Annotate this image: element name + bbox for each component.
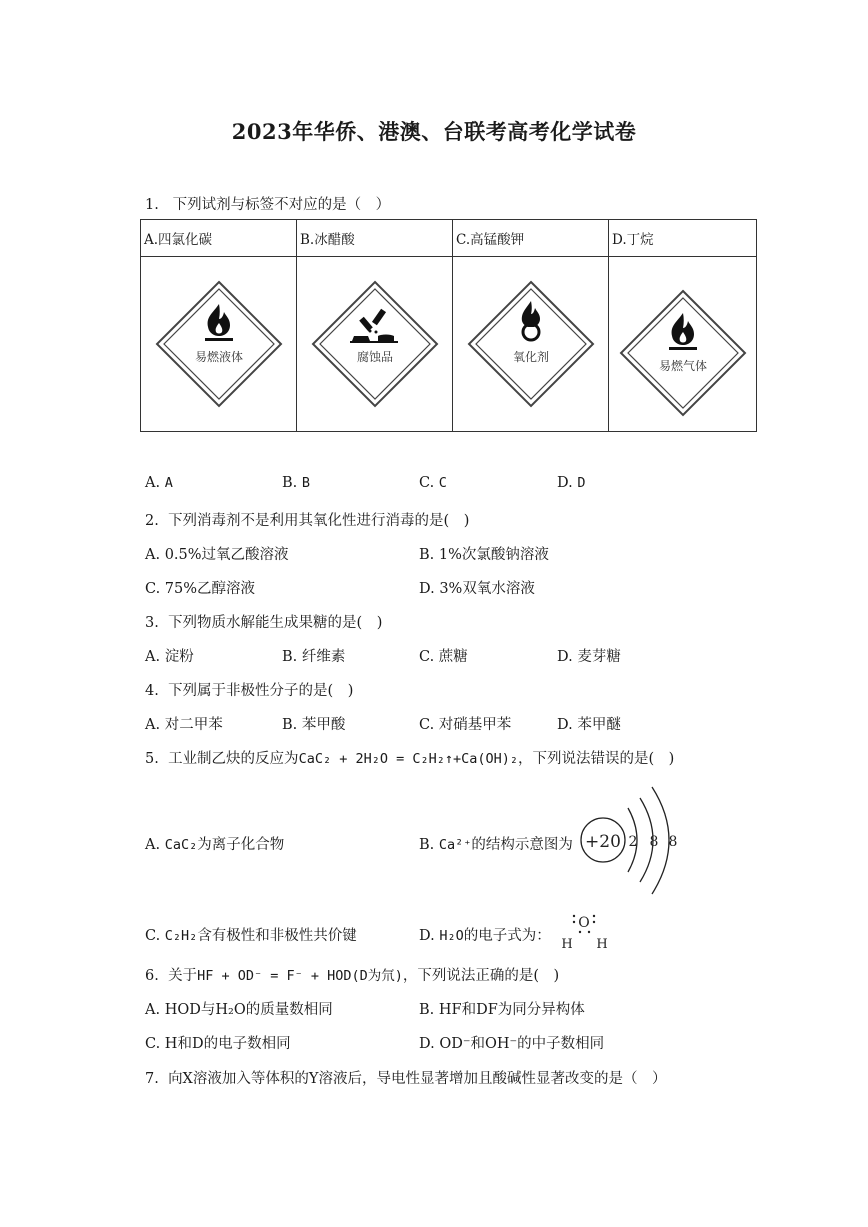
- table-cell-header: C.高锰酸钾: [453, 220, 609, 257]
- shell-electrons: 8: [668, 834, 678, 850]
- nucleus-charge: +20: [585, 832, 621, 852]
- sign-label: 易燃液体: [194, 350, 243, 364]
- option-d[interactable]: D. D: [557, 475, 586, 491]
- option-b[interactable]: B. 1%次氯酸钠溶液: [419, 547, 549, 563]
- option-c[interactable]: C. C: [419, 475, 447, 491]
- question-6-stem: 6. 关于HF + OD⁻ = F⁻ + HOD(D为氘)，下列说法正确的是( ): [145, 968, 560, 984]
- hazard-sign-flammable-gas: [609, 257, 757, 432]
- option-c[interactable]: C. 蔗糖: [419, 649, 468, 665]
- option-c[interactable]: C. C₂H₂含有极性和非极性共价键: [145, 928, 357, 944]
- question-7-stem: 7. 向X溶液加入等体积的Y溶液后，导电性显著增加且酸碱性显著改变的是（ ）: [145, 1071, 667, 1087]
- option-d[interactable]: D. 麦芽糖: [557, 649, 621, 665]
- option-b[interactable]: B. 苯甲酸: [282, 717, 346, 733]
- shell-electrons: 2: [628, 834, 638, 850]
- question-1-stem: [145, 193, 390, 214]
- question-3-stem: 3. 下列物质水解能生成果糖的是( ): [145, 615, 383, 631]
- option-c[interactable]: C. 对硝基甲苯: [419, 717, 512, 733]
- hazard-sign-corrosive: [297, 257, 453, 432]
- option-d[interactable]: D. OD⁻和OH⁻的中子数相同: [419, 1036, 605, 1052]
- svg-text:H: H: [596, 937, 608, 952]
- ion-structure-diagram: [578, 782, 688, 900]
- option-d[interactable]: D. H₂O的电子式为：: [419, 928, 551, 944]
- sign-label: 氧化剂: [512, 350, 549, 364]
- option-d[interactable]: D. 3%双氧水溶液: [419, 581, 535, 597]
- option-a[interactable]: A. 对二甲苯: [145, 717, 223, 733]
- hazard-label-table: [140, 219, 757, 432]
- question-2-stem: 2. 下列消毒剂不是利用其氧化性进行消毒的是( ): [145, 513, 470, 529]
- shell-electrons: 8: [649, 834, 659, 850]
- option-a[interactable]: A. 淀粉: [145, 649, 194, 665]
- reaction-equation: HF + OD⁻ = F⁻ + HOD(D为氘): [197, 968, 403, 984]
- option-a[interactable]: A. A: [145, 475, 173, 491]
- option-b[interactable]: B. Ca²⁺的结构示意图为: [419, 837, 573, 853]
- hazard-sign-flammable-liquid: [141, 257, 297, 432]
- option-c[interactable]: C. 75%乙醇溶液: [145, 581, 256, 597]
- option-c[interactable]: C. H和D的电子数相同: [145, 1036, 291, 1052]
- hazard-diamond: [310, 279, 440, 409]
- option-a[interactable]: A. HOD与H₂O的质量数相同: [145, 1002, 333, 1018]
- reaction-equation: CaC₂ + 2H₂O = C₂H₂↑+Ca(OH)₂: [298, 751, 519, 767]
- question-text: 下列试剂与标签不对应的是（ ）: [172, 197, 391, 213]
- page-title: 2023年华侨、港澳、台联考高考化学试卷: [231, 119, 637, 144]
- hazard-diamond: [154, 279, 284, 409]
- option-b[interactable]: B. 纤维素: [282, 649, 346, 665]
- table-cell-header: B.冰醋酸: [297, 220, 453, 257]
- electron-dot-formula: [556, 910, 616, 954]
- option-a[interactable]: A. CaC₂为离子化合物: [145, 837, 285, 853]
- table-cell-header: A.四氯化碳: [141, 220, 297, 257]
- hazard-diamond: [466, 279, 596, 409]
- question-number: 1.: [145, 197, 159, 213]
- svg-text:O: O: [578, 915, 590, 931]
- question-4-stem: 4. 下列属于非极性分子的是( ): [145, 683, 354, 699]
- question-5-stem: 5. 工业制乙炔的反应为CaC₂ + 2H₂O = C₂H₂↑+Ca(OH)₂，下列说法错误的是( ): [145, 751, 675, 767]
- option-a[interactable]: A. 0.5%过氧乙酸溶液: [145, 547, 289, 563]
- hazard-sign-oxidizer: [453, 257, 609, 432]
- sign-label: 易燃气体: [658, 359, 707, 373]
- svg-text:H: H: [561, 937, 573, 952]
- option-b[interactable]: B. B: [282, 475, 311, 491]
- option-d[interactable]: D. 苯甲醚: [557, 717, 621, 733]
- table-cell-header: D.丁烷: [609, 220, 757, 257]
- option-b[interactable]: B. HF和DF为同分异构体: [419, 1002, 585, 1018]
- hazard-diamond: [618, 288, 748, 418]
- sign-label: 腐蚀品: [356, 350, 393, 364]
